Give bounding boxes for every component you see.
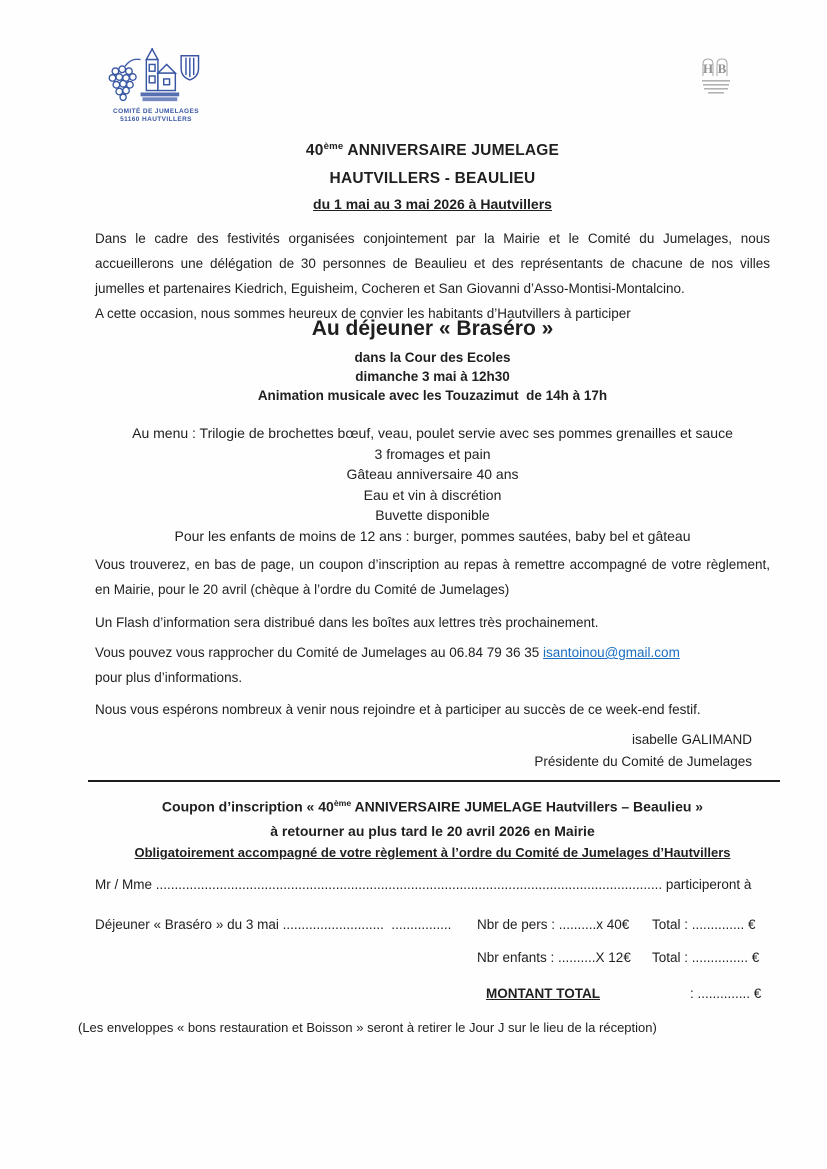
lunch-total-field: Total : .............. € (652, 917, 756, 932)
abbey-grapes-emblem-icon (104, 48, 208, 106)
coupon-info-paragraph: Vous trouverez, en bas de page, un coupon d’inscription au repas à remettre accompagné de votre règlement, en Mairie, pour le 20 avril (chèque à l’ordre du Comité de Jumelages) (95, 557, 770, 597)
hb-monogram-icon (695, 56, 741, 108)
comite-jumelages-logo (94, 48, 218, 124)
grand-total-label: MONTANT TOTAL (486, 986, 600, 1001)
children-total-field: Total : ............... € (652, 950, 760, 965)
title-ordinal-suffix: ème (323, 141, 344, 152)
document-subtitle: HAUTVILLERS - BEAULIEU (329, 170, 536, 188)
coupon-title-text: Coupon d’inscription « 40 (161, 798, 334, 815)
signature-role: Présidente du Comité de Jumelages (534, 754, 752, 769)
coupon-payment-requirement: Obligatoirement accompagné de votre règlement à l’ordre du Comité de Jumelages d’Hautvillers (134, 845, 731, 860)
stamp-letter-h: H (702, 61, 714, 76)
grand-total-field: : .............. € (690, 986, 762, 1001)
lunch-persons-field: Nbr de pers : ..........x 40€ (477, 917, 630, 932)
coupon-title (95, 791, 770, 819)
coupon-title-rest: ANNIVERSAIRE JUMELAGE Hautvillers – Beaulieu » (351, 798, 704, 815)
coupon-footnote: (Les enveloppes « bons restauration et Boisson » seront à retirer le Jour J sur le lieu de la réception) (78, 1020, 657, 1035)
event-animation: Animation musicale avec les Touzazimut de 14h à 17h (257, 388, 608, 403)
document-title-block (95, 133, 770, 193)
menu-line-cake: Gâteau anniversaire 40 ans (346, 466, 519, 482)
intro-paragraph (95, 226, 770, 326)
event-datetime: dimanche 3 mai à 12h30 (355, 369, 510, 384)
hb-stamp (690, 56, 746, 108)
coupon-grand-total-row (95, 986, 770, 1006)
coupon-lunch-row (95, 917, 770, 937)
coupon-name-field-row: Mr / Mme ....................................................................................................................................... participeront à (95, 877, 752, 892)
coupon-children-row (95, 950, 770, 970)
stamp-letter-b: B (717, 61, 727, 76)
event-location: dans la Cour des Ecoles (354, 350, 511, 365)
contact-text: Vous pouvez vous rapprocher du Comité de Jumelages au 06.84 79 36 35 (95, 645, 544, 660)
menu-line-main: Au menu : Trilogie de brochettes bœuf, veau, poulet servie avec ses pommes grenailles et sauce (132, 425, 733, 441)
document-title (95, 133, 770, 165)
logo-org-name: COMITÉ DE JUMELAGES (113, 108, 199, 115)
flash-info-paragraph: Un Flash d’information sera distribué dans les boîtes aux lettres très prochainement. (95, 615, 599, 630)
coupon-title-ordinal-suffix: ème (333, 798, 352, 808)
signature-block (95, 729, 770, 773)
menu-line-buvette: Buvette disponible (375, 507, 490, 523)
intro-text: Dans le cadre des festivités organisées conjointement par la Mairie et le Comité du Jumelages, nous accueillerons une délégation de 30 personnes de Beaulieu et des représentants de chacune de nos villes jumelles et partenaires Kiedrich, Eguisheim, Cocheren et San Giovanni d’Asso-Montisi-Montalcino. (95, 231, 770, 296)
event-block (95, 317, 770, 405)
title-number: 40 (305, 142, 324, 160)
signature-name: isabelle GALIMAND (631, 732, 752, 747)
contact-email-link[interactable]: isantoinou@gmail.com (543, 645, 680, 660)
event-heading: Au déjeuner « Braséro » (311, 317, 554, 340)
intro-invitation-text: A cette occasion, nous sommes heureux de convier les habitants d’Hautvillers à participer (95, 306, 631, 321)
coupon-title-block (95, 791, 770, 843)
coupon-separator-line (88, 780, 780, 782)
contact-more-info-text: pour plus d’informations. (95, 670, 243, 685)
children-count-field: Nbr enfants : ..........X 12€ (477, 950, 631, 965)
closing-paragraph: Nous vous espérons nombreux à venir nous rejoindre et à participer au succès de ce week-end festif. (95, 702, 701, 717)
coupon-return-deadline: à retourner au plus tard le 20 avril 2026 en Mairie (270, 822, 595, 839)
event-dates: du 1 mai au 3 mai 2026 à Hautvillers (313, 196, 552, 212)
menu-line-cheese: 3 fromages et pain (374, 445, 491, 462)
menu-line-children: Pour les enfants de moins de 12 ans : burger, pommes sautées, baby bel et gâteau (174, 527, 691, 544)
logo-org-address: 51160 HAUTVILLERS (120, 116, 192, 123)
contact-paragraph (95, 640, 770, 690)
lunch-label-field: Déjeuner « Braséro » du 3 mai ........................... ................ (95, 917, 452, 932)
menu-block (95, 423, 770, 546)
menu-line-drinks: Eau et vin à discrétion (363, 486, 502, 503)
title-text: ANNIVERSAIRE JUMELAGE (343, 142, 560, 160)
